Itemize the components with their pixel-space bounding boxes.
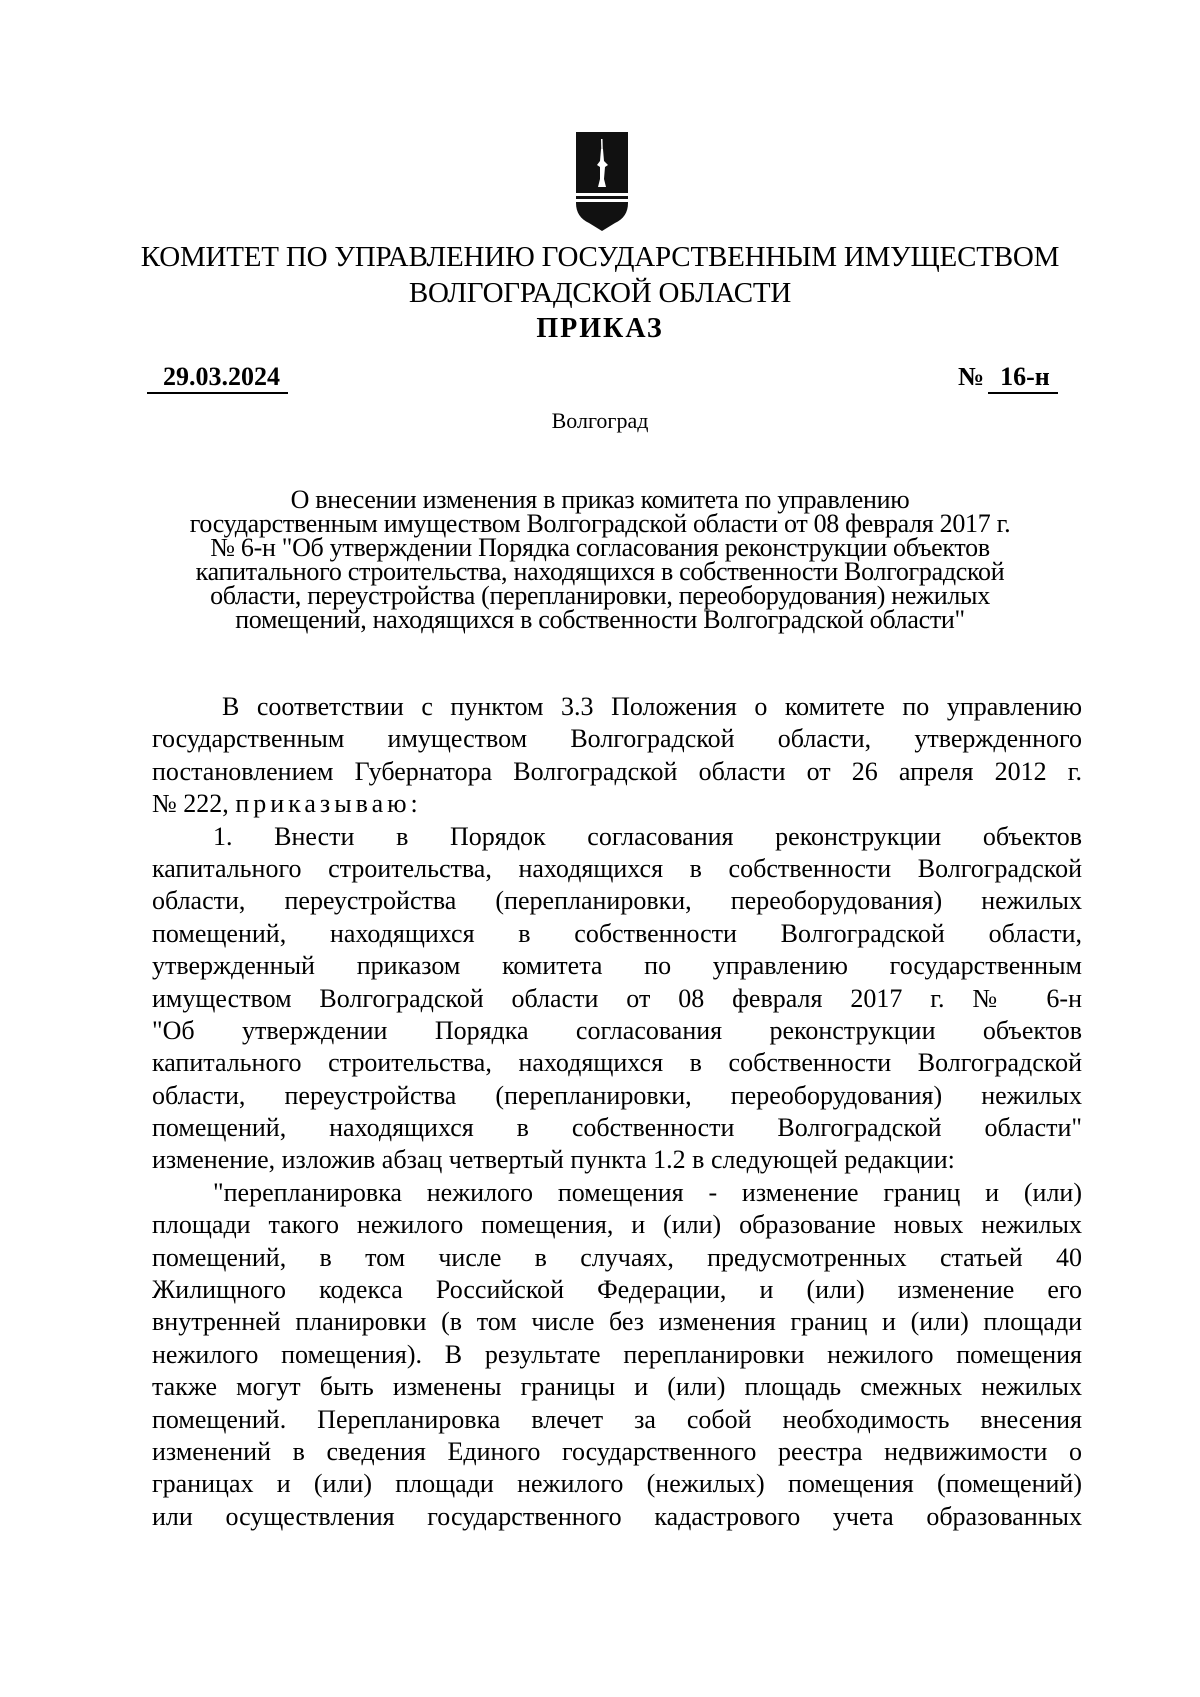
document-subject bbox=[140, 485, 1060, 634]
city-name: Волгоград bbox=[551, 408, 649, 433]
document-date: 29.03.2024 bbox=[147, 362, 288, 394]
number-sign: № bbox=[958, 362, 985, 391]
subject-line: области, переустройства (перепланировки, переоборудования) нежилых bbox=[210, 581, 990, 610]
quote-line: или осуществления государственного кадастрового учета образованных bbox=[152, 1501, 1082, 1531]
document-body bbox=[152, 691, 1082, 1533]
item-line: утвержденный приказом комитета по управлению государственным bbox=[152, 951, 1082, 981]
item-line: области, переустройства (перепланировки, переоборудования) нежилых bbox=[152, 886, 1082, 916]
item-line: "Об утверждении Порядка согласования реконструкции объектов bbox=[152, 1015, 1082, 1045]
subject-line: капитального строительства, находящихся в собственности Волгоградской bbox=[195, 557, 1005, 586]
organization-name-line2: ВОЛГОГРАДСКОЙ ОБЛАСТИ bbox=[408, 277, 792, 309]
coat-of-arms-icon bbox=[575, 131, 629, 235]
item-line: имуществом Волгоградской области от 08 февраля 2017 г. № 6-н bbox=[152, 983, 1082, 1013]
body-line: В соответствии с пунктом 3.3 Положения о комитете по управлению bbox=[222, 692, 1082, 721]
quote-line: Жилищного кодекса Российской Федерации, и (или) изменение его bbox=[152, 1275, 1082, 1305]
item-line: капитального строительства, находящихся в собственности Волгоградской bbox=[152, 853, 1082, 883]
body-line: постановлением Губернатора Волгоградской области от 26 апреля 2012 г. bbox=[152, 756, 1082, 786]
item-line: изменение, изложив абзац четвертый пункта 1.2 в следующей редакции: bbox=[152, 1145, 955, 1175]
document-number-value: 16-н bbox=[988, 362, 1058, 394]
preamble-end: № 222, bbox=[152, 789, 229, 819]
document-type-title: ПРИКАЗ bbox=[536, 313, 664, 344]
body-line: государственным имуществом Волгоградской области, утвержденного bbox=[152, 724, 1082, 754]
quote-line: также могут быть изменены границы и (или) площадь смежных нежилых bbox=[152, 1372, 1082, 1402]
quote-line: внутренней планировки (в том числе без изменения границ и (или) площади bbox=[152, 1307, 1082, 1337]
order-word: приказываю: bbox=[235, 789, 422, 819]
quote-line: нежилого помещения). В результате перепланировки нежилого помещения bbox=[152, 1339, 1082, 1369]
item-line: капитального строительства, находящихся в собственности Волгоградской bbox=[152, 1048, 1082, 1078]
coat-of-arms-emblem bbox=[575, 131, 629, 235]
item-line: помещений, находящихся в собственности Волгоградской области" bbox=[152, 1113, 1082, 1143]
body-line bbox=[152, 788, 1082, 820]
organization-name-line1: КОМИТЕТ ПО УПРАВЛЕНИЮ ГОСУДАРСТВЕННЫМ ИМУЩЕСТВОМ bbox=[140, 241, 1060, 273]
document-number bbox=[958, 362, 1058, 394]
quote-line: помещений. Перепланировка влечет за собой необходимость внесения bbox=[152, 1404, 1082, 1434]
quote-line: площади такого нежилого помещения, и (или) образование новых нежилых bbox=[152, 1210, 1082, 1240]
quote-line: изменений в сведения Единого государственного реестра недвижимости о bbox=[152, 1436, 1082, 1466]
subject-line: О внесении изменения в приказ комитета по управлению bbox=[290, 485, 910, 514]
quote-line: "перепланировка нежилого помещения - изменение границ и (или) bbox=[213, 1177, 1082, 1207]
quote-line: границах и (или) площади нежилого (нежилых) помещения (помещений) bbox=[152, 1469, 1082, 1499]
subject-line: помещений, находящихся в собственности Волгоградской области" bbox=[235, 605, 965, 634]
item-line: помещений, находящихся в собственности Волгоградской области, bbox=[152, 918, 1082, 948]
quote-line: помещений, в том числе в случаях, предусмотренных статьей 40 bbox=[152, 1242, 1082, 1272]
item-line: области, переустройства (перепланировки, переоборудования) нежилых bbox=[152, 1080, 1082, 1110]
item-line: 1. Внести в Порядок согласования реконструкции объектов bbox=[213, 821, 1082, 851]
subject-line: государственным имуществом Волгоградской области от 08 февраля 2017 г. bbox=[189, 509, 1011, 538]
subject-line: № 6-н "Об утверждении Порядка согласования реконструкции объектов bbox=[210, 533, 990, 562]
